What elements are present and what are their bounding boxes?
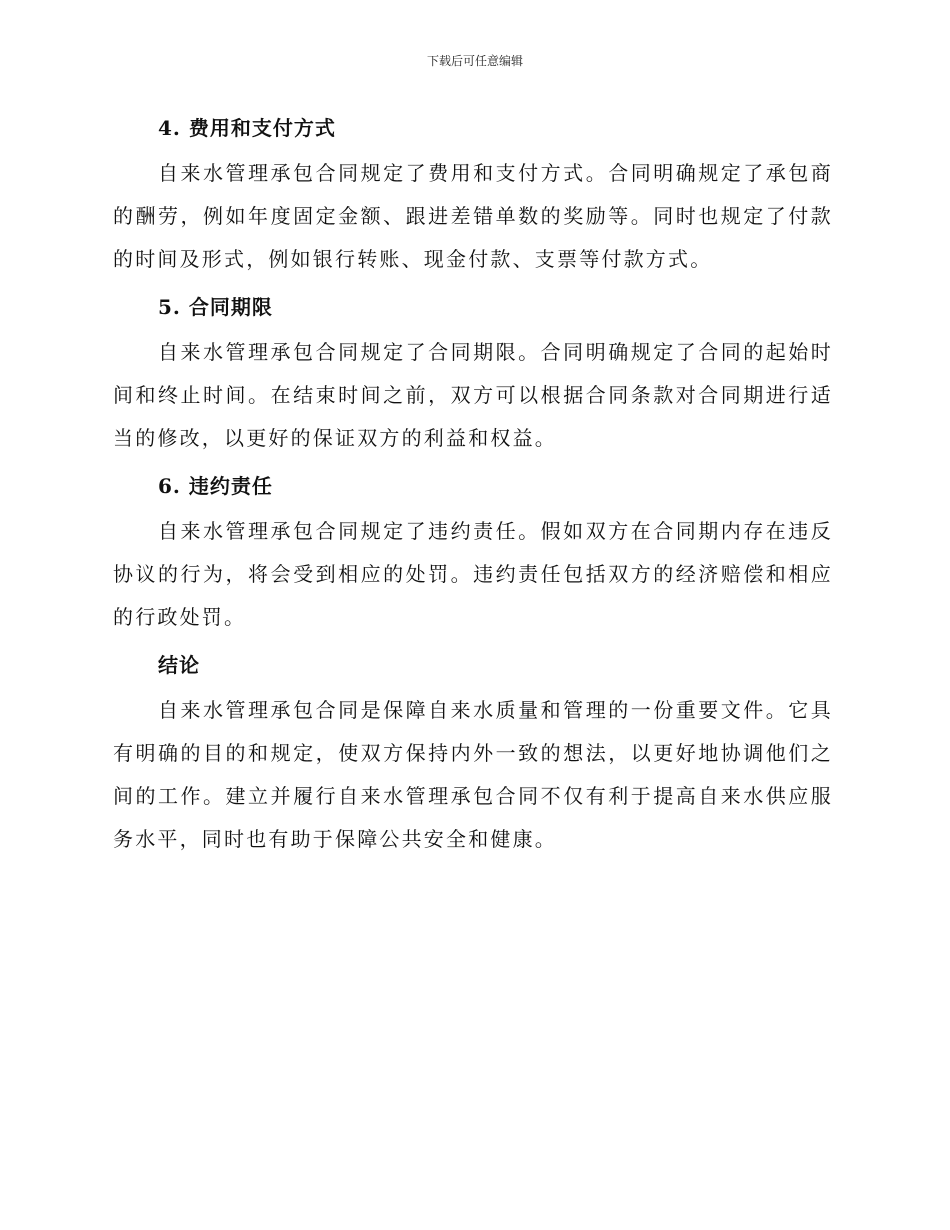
document-body [113,108,833,867]
section-heading: 结论 [158,653,200,677]
section-heading: 6. 违约责任 [158,474,273,498]
section-paragraph: 自来水管理承包合同规定了合同期限。合同明确规定了合同的起始时间和终止时间。在结束时间之前，双方可以根据合同条款对合同期进行适当的修改，以更好的保证双方的利益和权益。 [113,340,833,450]
section-heading: 5. 合同期限 [158,295,273,319]
section-heading: 4. 费用和支付方式 [158,116,336,140]
section-liability [113,466,833,639]
section-paragraph: 自来水管理承包合同规定了费用和支付方式。合同明确规定了承包商的酬劳，例如年度固定金额、跟进差错单数的奖励等。同时也规定了付款的时间及形式，例如银行转账、现金付款、支票等付款方式。 [113,161,833,271]
section-paragraph: 自来水管理承包合同规定了违约责任。假如双方在合同期内存在违反协议的行为，将会受到相应的处罚。违约责任包括双方的经济赔偿和相应的行政处罚。 [113,519,833,629]
section-conclusion [113,645,833,861]
section-contract-term [113,287,833,460]
section-fees-payment [113,108,833,281]
page-header: 下载后可任意编辑 [426,54,523,68]
section-paragraph: 自来水管理承包合同是保障自来水质量和管理的一份重要文件。它具有明确的目的和规定，使双方保持内外一致的想法，以更好地协调他们之间的工作。建立并履行自来水管理承包合同不仅有利于提高自来水供应服务水平，同时也有助于保障公共安全和健康。 [113,698,833,851]
